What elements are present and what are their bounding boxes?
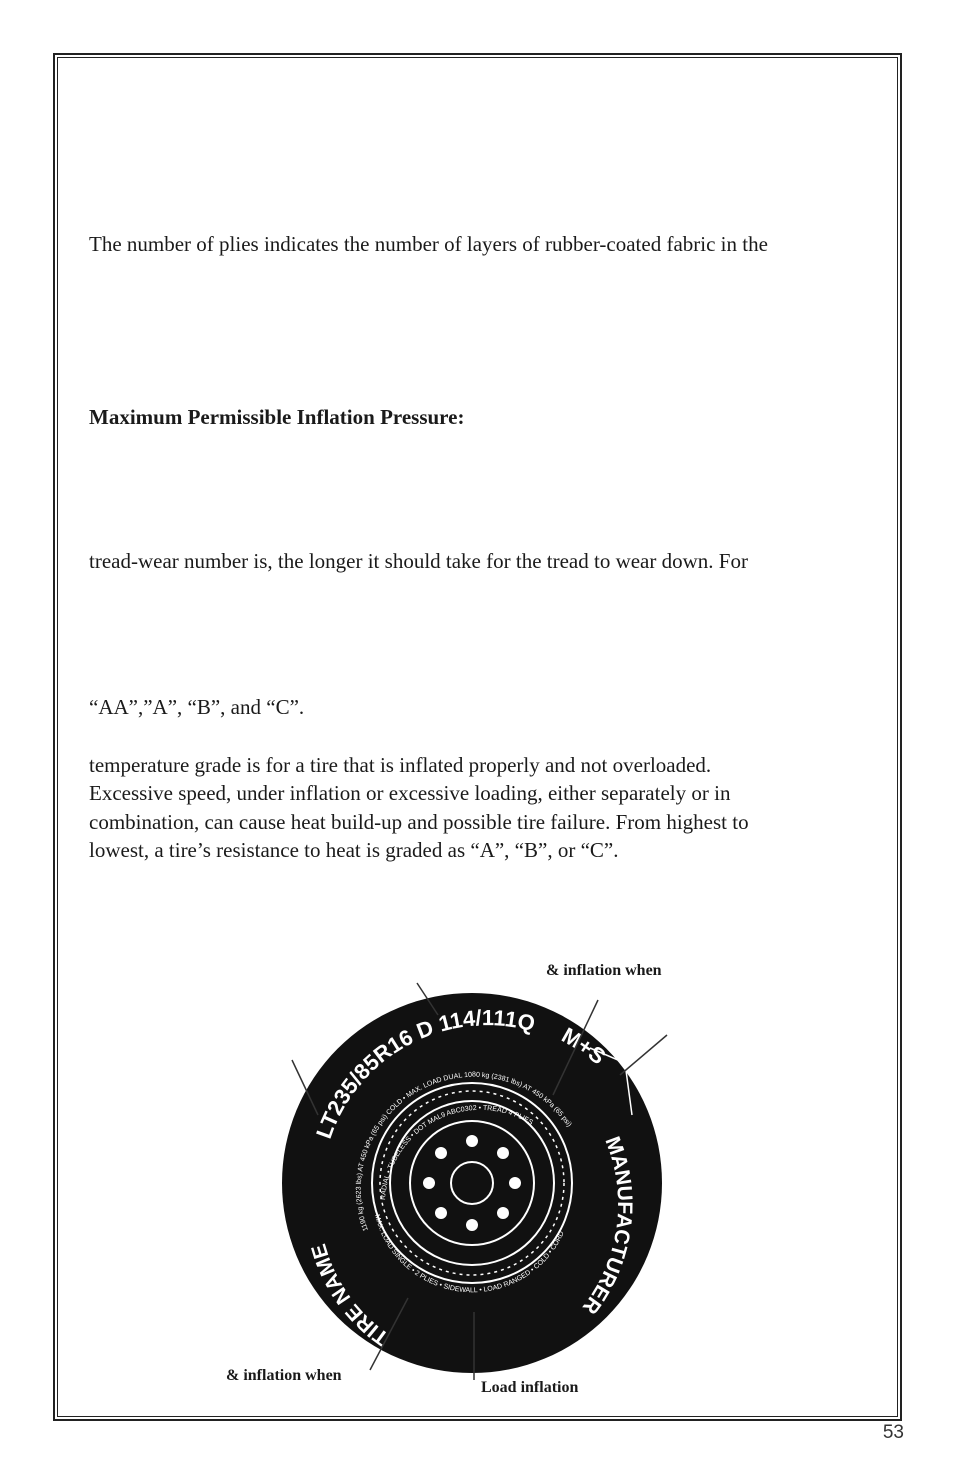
inflation-pressure-heading: Maximum Permissible Inflation Pressure: — [89, 405, 465, 429]
temperature-line-3: combination, can cause heat build-up and possible tire failure. From highest to — [89, 810, 749, 834]
diagram-label-top: & inflation when — [546, 962, 662, 979]
sidewall-manufacturer-text: MANUFACTURER — [577, 1133, 637, 1319]
sidewall-tire-name-text: TIRE NAME — [307, 1241, 393, 1350]
treadwear-paragraph-line: tread-wear number is, the longer it should take for the tread to wear down. For — [89, 549, 748, 573]
traction-grades-line: “AA”,”A”, “B”, and “C”. — [89, 695, 305, 719]
plies-paragraph-line: The number of plies indicates the number of layers of rubber-coated fabric in the — [89, 232, 768, 256]
sidewall-size-text: LT235/85R16 D 114/111Q — [311, 1005, 538, 1142]
temperature-line-2: Excessive speed, under inflation or excessive loading, either separately or in — [89, 781, 731, 805]
sidewall-ms-text: M+S — [557, 1022, 611, 1070]
sidewall-inner-mid-text: RADIAL • TUBELESS • DOT MAL9 ABC0302 • TREAD 4 PLIES — [379, 1104, 535, 1201]
temperature-line-1: temperature grade is for a tire that is inflated properly and not overloaded. — [89, 753, 712, 777]
page-number: 53 — [882, 1422, 904, 1443]
leader-ms — [620, 1035, 667, 1075]
diagram-label-bottom-right: Load inflation — [481, 1379, 579, 1396]
hub-center — [451, 1162, 493, 1204]
sidewall-inner-bottom-text: MAX. LOAD SINGLE • 2 PLIES • SIDEWALL • LOAD RANGED • COLD • CORD — [373, 1213, 566, 1295]
sidewall-inner-top-text: 1190 kg (2623 lbs) AT 450 kPa (65 psi) COLD • MAX. LOAD DUAL 1080 kg (2381 lbs) AT 450 kPa (65 psi) — [355, 1071, 573, 1232]
diagram-label-bottom-left: & inflation when — [226, 1367, 342, 1384]
temperature-line-4: lowest, a tire’s resistance to heat is graded as “A”, “B”, or “C”. — [89, 838, 619, 862]
